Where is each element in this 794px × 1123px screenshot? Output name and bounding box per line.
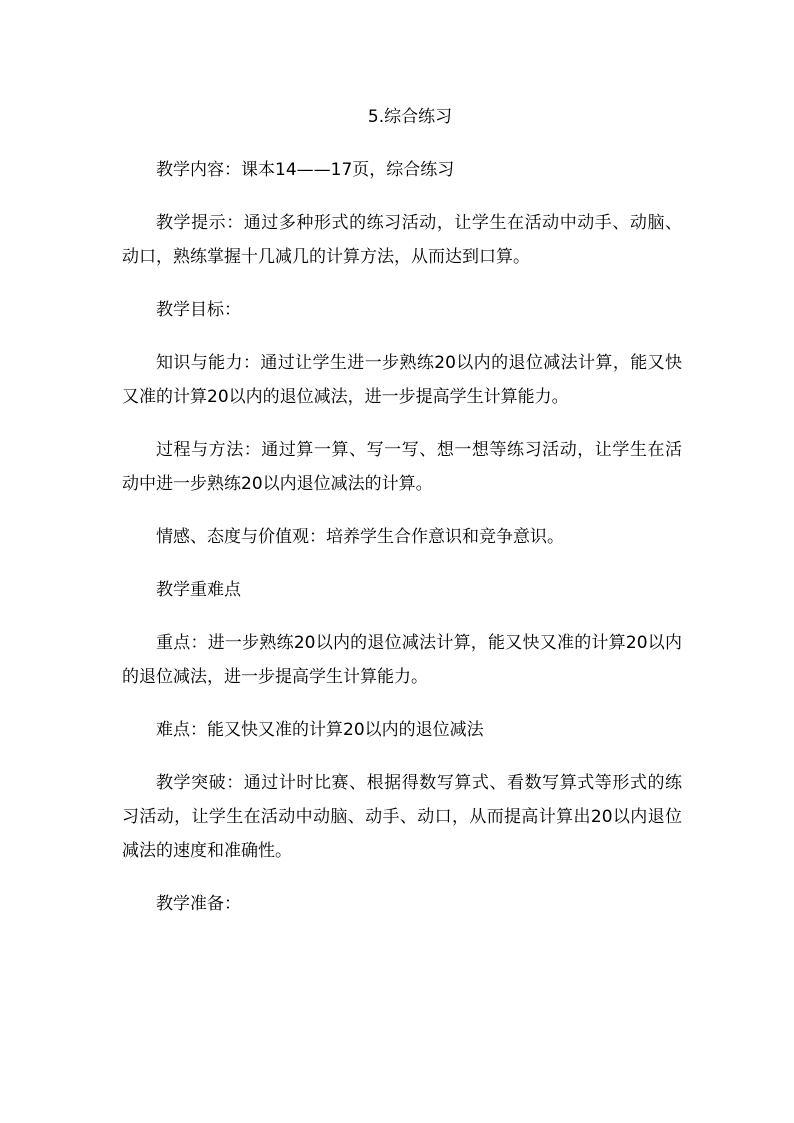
paragraph-emotion-attitude: 情感、态度与价值观：培养学生合作意识和竞争意识。 xyxy=(156,527,564,547)
paragraph-key-difficulties-heading: 教学重难点 xyxy=(156,580,241,600)
paragraph-key-point: 重点：进一步熟练20以内的退位减法计算，能又快又准的计算20以内的退位减法，进一步提高学生计算能力。 xyxy=(122,633,682,687)
document-body xyxy=(122,100,682,940)
paragraph-teaching-content: 教学内容：课本14——17页，综合练习 xyxy=(156,160,455,180)
document-title: 5.综合练习 xyxy=(367,107,453,127)
paragraph-teaching-preparation: 教学准备： xyxy=(156,894,241,914)
paragraph-difficulty: 难点：能又快又准的计算20以内的退位减法 xyxy=(156,720,484,740)
paragraph-knowledge-ability: 知识与能力：通过让学生进一步熟练20以内的退位减法计算，能又快又准的计算20以内的退位减法，进一步提高学生计算能力。 xyxy=(122,353,682,407)
paragraph-process-method: 过程与方法：通过算一算、写一写、想一想等练习活动，让学生在活动中进一步熟练20以内退位减法的计算。 xyxy=(122,440,682,494)
paragraph-teaching-hint: 教学提示：通过多种形式的练习活动，让学生在活动中动手、动脑、动口，熟练掌握十几减几的计算方法，从而达到口算。 xyxy=(122,213,682,267)
paragraph-teaching-breakthrough: 教学突破：通过计时比赛、根据得数写算式、看数写算式等形式的练习活动，让学生在活动中动脑、动手、动口，从而提高计算出20以内退位减法的速度和准确性。 xyxy=(122,773,682,861)
paragraph-teaching-goals-heading: 教学目标： xyxy=(156,300,241,320)
